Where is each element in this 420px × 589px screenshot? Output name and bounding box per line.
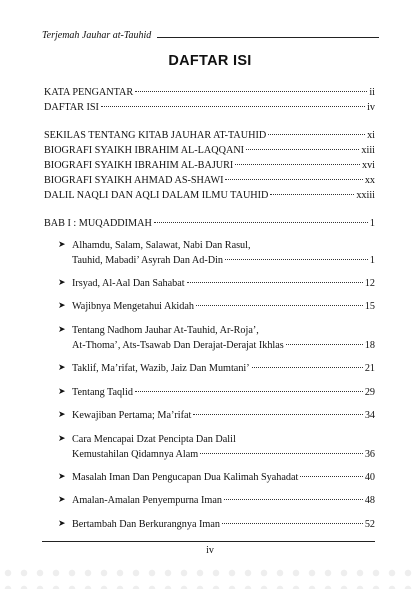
arrowhead-bullet-icon: ➤ bbox=[58, 387, 66, 397]
toc-sections bbox=[58, 470, 375, 485]
dot-leader bbox=[193, 414, 362, 415]
arrowhead-bullet-icon: ➤ bbox=[58, 325, 66, 335]
dot-leader bbox=[224, 499, 363, 500]
toc-sections bbox=[58, 432, 375, 462]
toc-section-label: Tauhid, Mabadi’ Asyrah Dan Ad-Din bbox=[72, 255, 224, 266]
toc-entry-label: BIOGRAFI SYAIKH IBRAHIM AL-LAQQANI bbox=[44, 145, 245, 156]
arrowhead-bullet-icon: ➤ bbox=[58, 410, 66, 420]
dot-leader bbox=[246, 149, 359, 150]
toc-sections bbox=[58, 323, 375, 353]
toc-entry-page: iv bbox=[367, 102, 375, 113]
toc-section-label: Taklif, Ma’rifat, Wazib, Jaiz Dan Mumtani’ bbox=[72, 363, 250, 374]
arrowhead-bullet-icon: ➤ bbox=[58, 519, 66, 529]
toc-chapter-entry[interactable] bbox=[44, 216, 375, 231]
dot-leader bbox=[101, 106, 365, 107]
toc-section-entry[interactable] bbox=[58, 517, 375, 532]
dot-leader bbox=[222, 523, 363, 524]
dot-leader bbox=[196, 305, 363, 306]
dot-leader bbox=[268, 134, 365, 135]
toc-entry-label: DAFTAR ISI bbox=[44, 102, 99, 113]
dot-leader bbox=[270, 194, 354, 195]
arrowhead-bullet-icon: ➤ bbox=[58, 301, 66, 311]
toc-entry-page: xi bbox=[367, 130, 375, 141]
toc-section-label: Masalah Iman Dan Pengucapan Dua Kalimah Syahadat bbox=[72, 472, 299, 483]
toc-section-entry[interactable] bbox=[58, 276, 375, 291]
toc-chapter bbox=[44, 216, 375, 231]
decorative-pattern bbox=[0, 565, 420, 589]
page-number: iv bbox=[206, 545, 214, 556]
toc-section-entry[interactable] bbox=[58, 470, 375, 485]
toc-entry[interactable] bbox=[44, 173, 375, 188]
toc-section-page: 52 bbox=[364, 519, 375, 530]
toc-entry-label: SEKILAS TENTANG KITAB JAUHAR AT-TAUHID bbox=[44, 130, 267, 141]
arrowhead-bullet-icon: ➤ bbox=[58, 434, 66, 444]
toc-section-page: 15 bbox=[364, 301, 375, 312]
toc-section-entry[interactable] bbox=[58, 323, 375, 353]
toc-entry[interactable] bbox=[44, 158, 375, 173]
toc-section-page: 48 bbox=[364, 495, 375, 506]
toc-section-entry[interactable] bbox=[58, 493, 375, 508]
toc-section-entry[interactable] bbox=[58, 408, 375, 423]
toc-section-label: Kemustahilan Qidamnya Alam bbox=[72, 449, 199, 460]
arrowhead-bullet-icon: ➤ bbox=[58, 472, 66, 482]
toc-section-line: Cara Mencapai Dzat Pencipta Dan Dalil bbox=[72, 434, 236, 445]
toc-entry-page: xiii bbox=[361, 145, 375, 156]
toc-sections bbox=[58, 361, 375, 376]
toc-entry-page: xvi bbox=[361, 160, 375, 171]
toc-entry[interactable] bbox=[44, 100, 375, 115]
toc-sections bbox=[58, 408, 375, 423]
toc-section-entry[interactable] bbox=[58, 361, 375, 376]
toc-entry[interactable] bbox=[44, 128, 375, 143]
toc-entry[interactable] bbox=[44, 188, 375, 203]
footer-rule bbox=[42, 541, 375, 542]
dot-leader bbox=[225, 259, 368, 260]
page-title: DAFTAR ISI bbox=[168, 53, 252, 69]
arrowhead-bullet-icon: ➤ bbox=[58, 495, 66, 505]
toc-section-entry[interactable] bbox=[58, 385, 375, 400]
toc-sections bbox=[58, 385, 375, 400]
toc-entry-page: ii bbox=[369, 87, 375, 98]
dot-leader bbox=[200, 453, 363, 454]
toc-section-page: 36 bbox=[364, 449, 375, 460]
toc-entry-label: BIOGRAFI SYAIKH IBRAHIM AL-BAJURI bbox=[44, 160, 234, 171]
toc-section-label: Wajibnya Mengetahui Akidah bbox=[72, 301, 194, 312]
toc-section-label: At-Thoma’, Ats-Tsawab Dan Derajat-Derajat Ikhlas bbox=[72, 340, 284, 351]
toc-section-page: 12 bbox=[364, 278, 375, 289]
toc-biographies bbox=[44, 128, 375, 203]
toc-section-line: Alhamdu, Salam, Salawat, Nabi Dan Rasul, bbox=[72, 240, 251, 251]
toc-section-page: 34 bbox=[364, 410, 375, 421]
toc-section-page: 1 bbox=[369, 255, 375, 266]
toc-entry[interactable] bbox=[44, 85, 375, 100]
running-header bbox=[42, 27, 379, 41]
dot-leader bbox=[154, 222, 368, 223]
toc-entry[interactable] bbox=[44, 143, 375, 158]
dot-leader bbox=[252, 367, 363, 368]
toc-section-label: Tentang Taqlid bbox=[72, 387, 133, 398]
toc-section-entry[interactable] bbox=[58, 432, 375, 462]
toc-entry-page: xx bbox=[364, 175, 375, 186]
toc-section-label: Bertambah Dan Berkurangnya Iman bbox=[72, 519, 220, 530]
toc-sections bbox=[58, 276, 375, 291]
toc-entry-label: BIOGRAFI SYAIKH AHMAD AS-SHAWI bbox=[44, 175, 224, 186]
toc-entry-page: xxiii bbox=[356, 190, 375, 201]
dot-leader bbox=[286, 344, 363, 345]
toc-section-page: 29 bbox=[364, 387, 375, 398]
toc-section-page: 40 bbox=[364, 472, 375, 483]
arrowhead-bullet-icon: ➤ bbox=[58, 363, 66, 373]
toc-entry-label: KATA PENGANTAR bbox=[44, 87, 134, 98]
chapter-label: BAB I : MUQADDIMAH bbox=[44, 218, 152, 229]
dot-leader bbox=[187, 282, 363, 283]
toc-sections bbox=[58, 493, 375, 508]
toc-section-label: Irsyad, Al-Aal Dan Sahabat bbox=[72, 278, 185, 289]
arrowhead-bullet-icon: ➤ bbox=[58, 240, 66, 250]
dot-leader bbox=[235, 164, 360, 165]
toc-section-label: Amalan-Amalan Penyempurna Iman bbox=[72, 495, 222, 506]
dot-leader bbox=[135, 91, 367, 92]
toc-sections bbox=[58, 517, 375, 532]
toc-entry-label: DALIL NAQLI DAN AQLI DALAM ILMU TAUHID bbox=[44, 190, 269, 201]
dot-leader bbox=[225, 179, 362, 180]
dot-leader bbox=[135, 391, 363, 392]
header-rule bbox=[157, 37, 379, 38]
toc-front-matter bbox=[44, 85, 375, 115]
toc-sections bbox=[58, 299, 375, 314]
toc-section-page: 21 bbox=[364, 363, 375, 374]
toc-sections bbox=[58, 238, 375, 268]
chapter-page: 1 bbox=[369, 218, 375, 229]
toc-section-entry[interactable] bbox=[58, 238, 375, 268]
dot-leader bbox=[300, 476, 362, 477]
toc-section-line: Tentang Nadhom Jauhar At-Tauhid, Ar-Roja’, bbox=[72, 325, 259, 336]
toc-section-entry[interactable] bbox=[58, 299, 375, 314]
running-head-title: Terjemah Jauhar at-Tauhid bbox=[42, 30, 152, 41]
toc-section-label: Kewajiban Pertama; Ma’rifat bbox=[72, 410, 192, 421]
arrowhead-bullet-icon: ➤ bbox=[58, 278, 66, 288]
toc-section-page: 18 bbox=[364, 340, 375, 351]
